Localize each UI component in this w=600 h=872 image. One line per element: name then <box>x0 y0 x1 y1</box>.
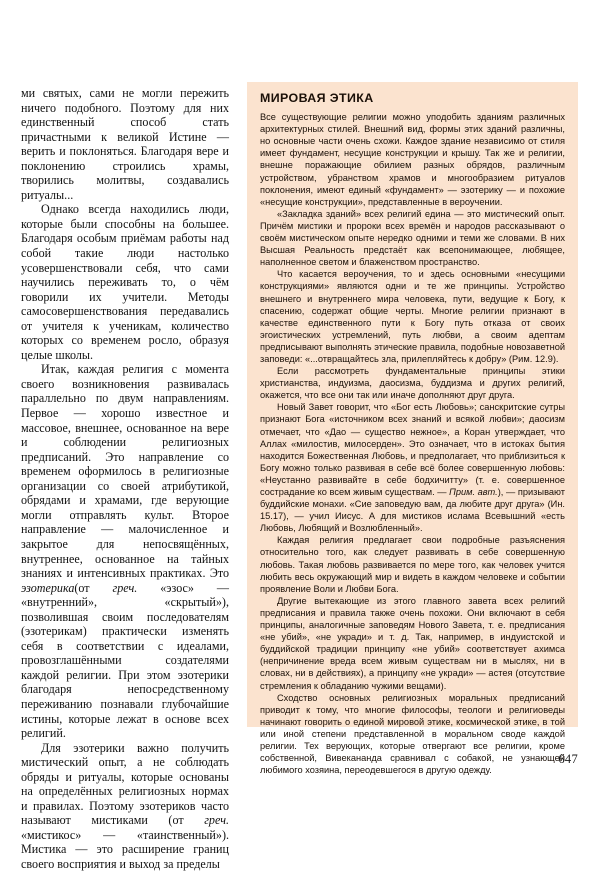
paragraph-text: (от <box>74 580 113 595</box>
paragraph: Однако всегда находились люди, которые были способны на большее. Благодаря особым приёмам работы над собой такие люди настолько усовершенствовали себя, что сами научились переживать то, о чём говорили их учители. Методы самосовершенствования передавались от учителя к ученикам, количество которых со временем росло, образуя целые школы. <box>21 202 229 362</box>
italic-term-grech: греч. <box>112 580 138 595</box>
sidebar-panel-content <box>260 92 565 776</box>
italic-term-ezoterika: эзотерика <box>21 580 75 595</box>
panel-title: МИРОВАЯ ЭТИКА <box>260 91 374 105</box>
paragraph: Сходство основных религиозных моральных предписаний приводит к тому, что многие философы, теологи и религиоведы начинают говорить о единой мировой этике, космической этике, в той или иной степени представленной в моральном своде каждой религии. Тех верующих, которые отвергают все религии, кроме собственной, Вивекананда сравнивал с собакой, не узнающей любимого хозяина, переодевшегося в другую одежду. <box>260 692 565 776</box>
paragraph: Каждая религия предлагает свои подробные разъяснения относительно того, как следует развивать в себе совершенную любовь. Такая любовь развивается по мере того, как человек учится любить весь окружающий мир и видеть в каждом человеке и событии проявление Воли и Любви Бога. <box>260 535 565 594</box>
paragraph: Другие вытекающие из этого главного завета всех религий предписания и правила также очень похожи. Они включают в себя принципы, аналогичные заповедям Нового Завета, т. е. предписания «не убий», «не укради» и т. д. Так, например, в индуистской и буддийской традиции принципу «не убий» соответствует ахимса (непричинение вреда всем живым существам ни в мыслях, ни в словах, ни в действиях), а принципу «не укради» — астея (отсутствие стремления к обладанию чужими вещами). <box>260 595 565 691</box>
paragraph-text: ), — призывают буддийские монахи. «Сие заповедую вам, да любите друг друга» (Ин. 15.17), — учил Иисус. А для мистиков ислама Всевышний «есть Любовь, Любящий и Возлюбленный». <box>260 487 566 534</box>
paragraph: ми святых, сами не могли пережить ничего подобного. Поэтому для них единственный способ стать причастными к великой Истине — верить и поклоняться. Благодаря вере и поклонению строились храмы, творились молитвы, создавались ритуалы... <box>21 86 229 202</box>
paragraph-text: Для эзотерики важно получить мистический опыт, а не соблюдать обряды и ритуалы, которые основаны на определённых религиозных нормах и правилах. Поэтому эзотериков часто называют мистиками (от <box>21 740 229 828</box>
italic-term-grech: греч. <box>204 813 229 828</box>
italic-note-prim-avt: Прим. авт. <box>449 487 498 497</box>
left-text-column <box>21 86 229 872</box>
paragraph-text: Новый Завет говорит, что «Бог есть Любовь»; санскритские сутры признают Бога «источником всех знаний и всякой любви»; даосизм отмечает, что «Дао — существо нежное», а Коран утверждает, что Аллах «милостив, милосерден». Это означает, что в истоках бытия находится Божественная Любовь, и предполагает, что приблизиться к Богу можно только развивая в себе всё более совершенную любовь: «Неустанно развивайте в себе бодхичитту» (т. е. совершенное сострадание ко всем живым существам. — <box>260 402 565 497</box>
paragraph: Все существующие религии можно уподобить зданиям различных архитектурных стилей. Внешний вид, формы этих зданий различны, но основные части очень схожи. Каждое здание независимо от стиля имеет фундамент, несущие конструкции и крышу. Так же и религии, внешне поражающие обилием разных обрядов, различным устройством, убранством храмов и многообразием ритуалов поклонения, имеют единый «фундамент» — эзотерику — и похожие «несущие конструкции», представленные в вероучении. <box>260 112 565 207</box>
paragraph: Если рассмотреть фундаментальные принципы этики христианства, индуизма, даосизма, буддизма и других религий, окажется, что все они так или иначе дополняют друг друга. <box>260 366 565 401</box>
paragraph <box>21 741 229 872</box>
paragraph: «Закладка зданий» всех религий едина — это мистический опыт. Причём мистики и пророки всех времён и народов рассказывают о своём мистическом опыте нередко одними и теми же словами. В них Высшая Реальность предстаёт как всепонимающее, любящее, наполненное светом и блаженством пространство. <box>260 208 565 268</box>
paragraph <box>260 401 565 534</box>
paragraph-text: «мистикос» — «таинственный»). Мистика — это расширение границ своего восприятия и выход за пределы <box>21 827 229 871</box>
paragraph-text: Итак, каждая религия с момента своего возникновения развивалась параллельно по двум направлениям. Первое — хорошо известное и массовое, внешнее, основанное на вере и соблюдении религиозных предписаний. Это направление со временем оформилось в религиозные организации со своей атрибутикой, обрядами и храмами, где верующие могли отправлять культ. Второе направление — малочисленное и закрытое для непосвящённых, внутреннее, основанное на тайных знаниях и интенсивных практиках. Это <box>21 362 229 581</box>
paragraph <box>21 362 229 740</box>
paragraph: Что касается вероучения, то и здесь основными «несущими конструкциями» являются одни и те же принципы. Устройство внешнего и внутреннего мира человека, пути, ведущие к Богу, к спасению, содержат общие черты. Многие религии признают в качестве единственного пути к Богу путь отказа от своих эгоистических устремлений, путь любви, а своим адептам предписывают выполнять этические правила, подобные новозаветной заповеди: «...отвращайтесь зла, прилепляйтесь к добру» (Рим. 12.9). <box>260 269 565 364</box>
paragraph-text: «эзос» — «внутренний», «скрытый»), позволившая своим последователям (эзотерикам) практически изменять себя в соответствии с идеалами, провозглашёнными создателями каждой религии. При этом эзотерики благодаря непосредственному переживанию познавали глубочайшие истины, которые лежат в основе всех религий. <box>21 580 229 741</box>
page-number: 647 <box>558 752 578 766</box>
